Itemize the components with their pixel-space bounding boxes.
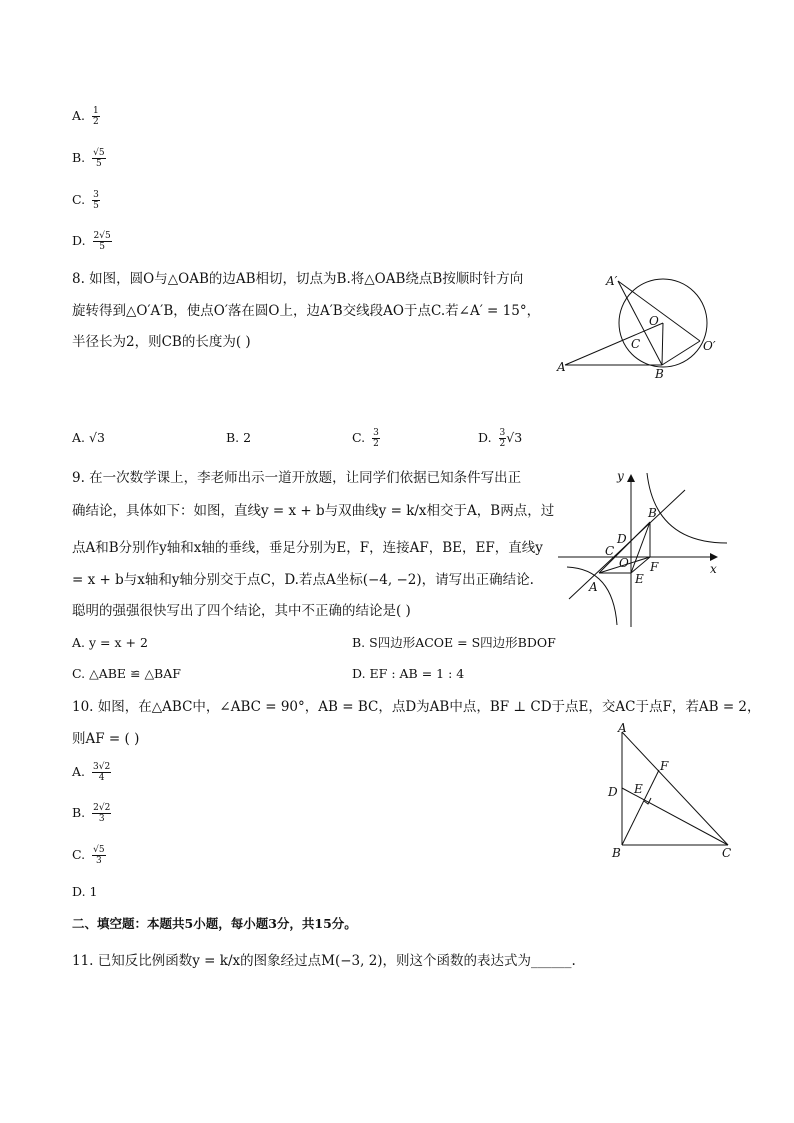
q8-label-c: C [631,337,641,351]
q7-option-c: C. $\frac{3}{5}$ [72,190,99,211]
q10-line-1: 10. 如图，在△ABC中，∠ABC = 90°，AB = BC，点D为AB中点，BF ⊥ CD于点E，交AC于点F，若AB = 2， [72,699,761,715]
q8-option-a: A. √3 [72,430,105,445]
q10-segment-dc [622,788,728,845]
q9-label-e: E [635,572,644,586]
q9-option-c: C. △ABE ≌ △BAF [72,666,181,681]
q9-figure [555,465,730,630]
q11-text: 11. 已知反比例函数y = k/x的图象经过点M(−3, 2)，则这个函数的表达式为______. [72,953,576,969]
q8-label-a-prime: A′ [606,274,618,288]
q9-label-x: x [710,562,717,576]
q9-label-a: A [589,580,598,594]
q8-line-3: 半径长为2，则CB的长度为( ) [72,334,251,350]
q8-option-d: D. $\frac{3}{2}$ √3 [478,428,523,449]
q9-label-b: B [648,506,657,520]
q9-label-d: D [617,532,627,546]
q8-line-1: 8. 如图，圆O与△OAB的边AB相切，切点为B.将△OAB绕点B按顺时针方向 [72,271,524,287]
q8-segment-o-prime-b [662,341,700,365]
q10-label-d: D [608,785,618,799]
q10-option-a: A. $\frac{3√2}{4}$ [72,762,111,783]
q9-label-y: y [617,469,624,483]
q10-label-a: A [618,722,627,735]
q7-option-b: B. $\frac{√5}{5}$ [72,148,105,169]
q9-line-2: 确结论，具体如下：如图，直线y = x + b与双曲线y = k/x相交于A，B两点，过 [72,503,555,519]
q8-segment-ob [662,323,663,365]
q10-option-c: C. $\frac{√5}{3}$ [72,845,105,866]
q8-figure [550,268,730,380]
q7-option-a: A. $\frac{1}{2}$ [72,106,99,127]
q9-line-4: = x + b与x轴和y轴分别交于点C，D.若点A坐标(−4, −2)，请写出正确结论. [72,572,534,588]
q9-option-d: D. EF : AB = 1 : 4 [352,666,465,681]
q8-option-b: B. 2 [226,430,252,445]
q9-option-b: B. S四边形ACOE = S四边形BDOF [352,635,556,650]
q8-line-2: 旋转得到△O′A′B，使点O′落在圆O上，边A′B交线段AO于点C.若∠A′ = 15°， [72,303,541,319]
section-2-heading: 二、填空题：本题共5小题，每小题3分，共15分。 [72,916,357,931]
q10-line-2: 则AF = ( ) [72,731,140,747]
q9-label-c: C [605,544,615,558]
q8-label-o-prime: O′ [703,339,716,353]
q9-label-f: F [650,560,659,574]
q10-label-e: E [634,782,643,796]
q9-hyperbola-branch-2 [567,567,617,625]
q8-segment-a-prime-o-prime [618,281,700,341]
q8-label-a: A [557,360,566,374]
q9-line-3: 点A和B分别作y轴和x轴的垂线，垂足分别为E，F，连接AF，BE，EF，直线y [72,540,543,556]
q7-option-d: D. $\frac{2√5}{5}$ [72,231,111,252]
q9-line-5: 聪明的强强很快写出了四个结论，其中不正确的结论是( ) [72,603,411,619]
q8-label-o: O [649,314,659,328]
q10-option-d: D. 1 [72,884,98,899]
q10-option-b: B. $\frac{2√2}{3}$ [72,803,111,824]
q10-label-f: F [660,759,669,773]
q8-segment-ao [565,323,663,365]
q10-label-c: C [722,846,732,860]
q9-line-1: 9. 在一次数学课上，李老师出示一道开放题，让同学们依据已知条件写出正 [72,470,522,486]
q10-figure [600,722,740,862]
q8-label-b: B [655,367,664,380]
q9-label-o: O [619,556,629,570]
q8-option-c: C. $\frac{3}{2}$ [352,428,379,449]
q9-hyperbola-branch-1 [647,473,727,543]
q10-label-b: B [612,846,621,860]
q9-option-a: A. y = x + 2 [72,635,148,650]
